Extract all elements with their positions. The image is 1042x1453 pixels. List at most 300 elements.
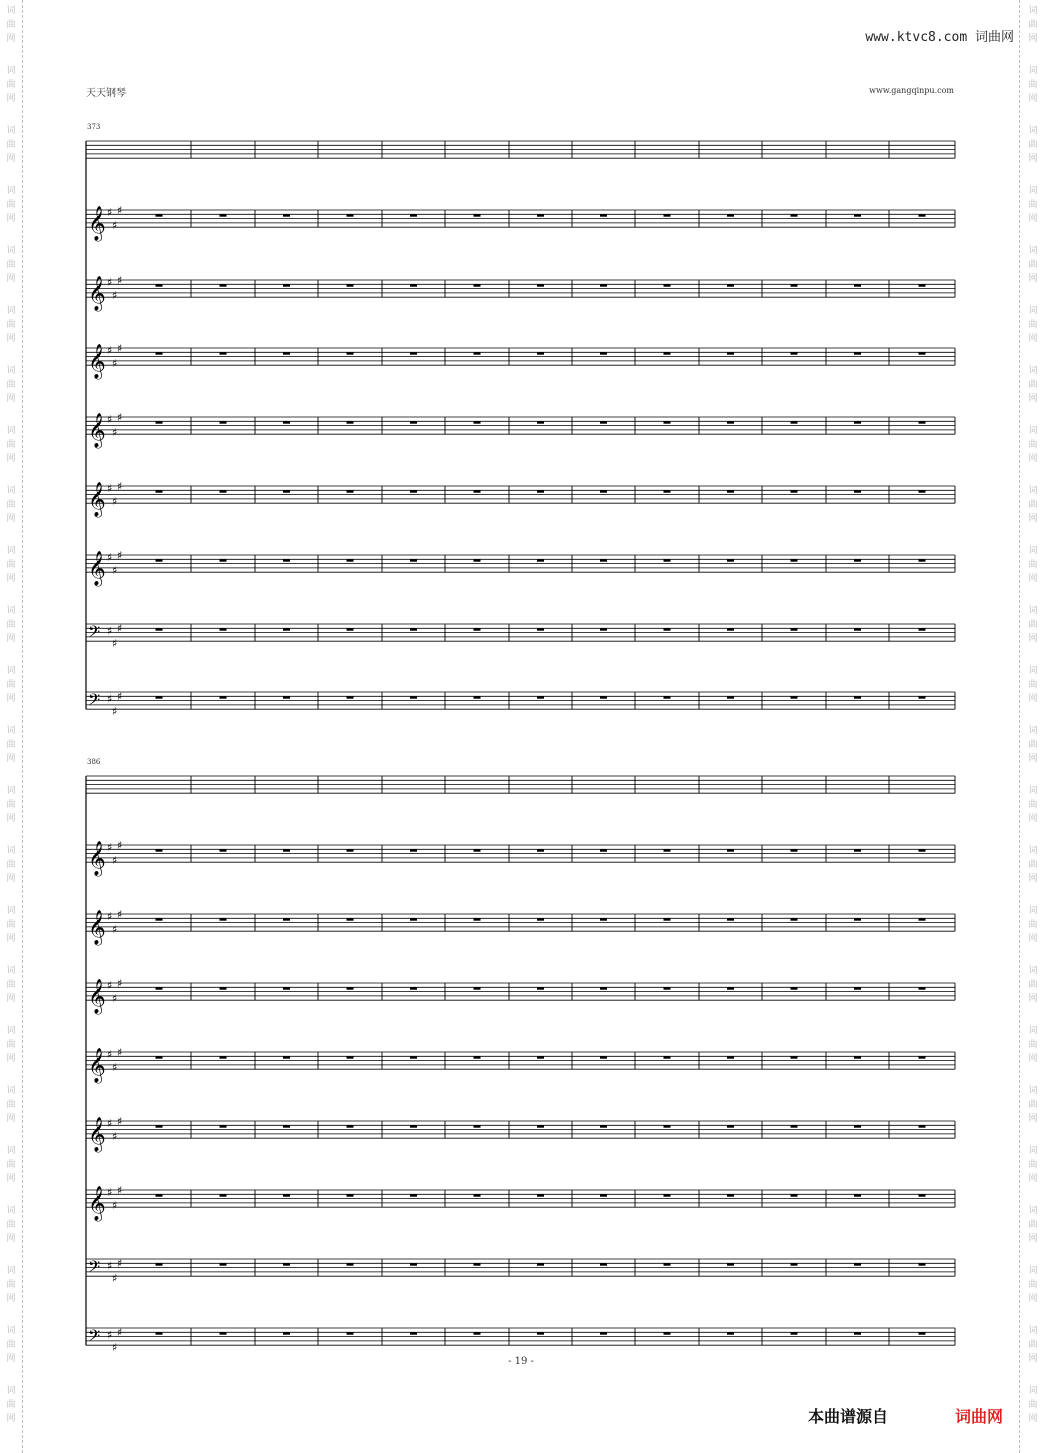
sharp-icon: ♯ [107,624,113,638]
bass-clef-icon: 𝄢 [88,1258,101,1281]
sharp-icon: ♯ [112,563,118,577]
whole-rest-icon [600,849,607,851]
whole-rest-icon [727,696,734,698]
whole-rest-icon [791,284,798,286]
whole-rest-icon [410,214,417,216]
whole-rest-icon [919,1332,926,1334]
watermark-text: 词 曲 网 [1028,366,1038,404]
whole-rest-icon [791,214,798,216]
sharp-icon: ♯ [112,705,118,719]
whole-rest-icon [156,918,163,920]
whole-rest-icon [220,918,227,920]
watermark-text: 词 曲 网 [1028,246,1038,284]
whole-rest-icon [156,849,163,851]
sharp-icon: ♯ [117,410,123,424]
watermark-text: 词 曲 网 [6,906,16,944]
watermark-text: 词 曲 网 [1028,306,1038,344]
whole-rest-icon [600,1056,607,1058]
whole-rest-icon [919,352,926,354]
whole-rest-icon [727,421,734,423]
whole-rest-icon [791,1056,798,1058]
whole-rest-icon [727,490,734,492]
whole-rest-icon [347,696,354,698]
whole-rest-icon [919,628,926,630]
watermark-text: 词 曲 网 [6,1086,16,1124]
watermark-text: 词 曲 网 [6,1326,16,1364]
treble-clef-icon: 𝄞 [88,482,106,518]
whole-rest-icon [220,284,227,286]
whole-rest-icon [156,1263,163,1265]
whole-rest-icon [727,284,734,286]
whole-rest-icon [854,421,861,423]
whole-rest-icon [919,696,926,698]
whole-rest-icon [600,1332,607,1334]
treble-clef-icon: 𝄞 [88,551,106,587]
whole-rest-icon [537,918,544,920]
whole-rest-icon [664,1125,671,1127]
whole-rest-icon [474,284,481,286]
sharp-icon: ♯ [117,479,123,493]
whole-rest-icon [474,1332,481,1334]
whole-rest-icon [727,849,734,851]
watermark-text: 词 曲 网 [1028,1266,1038,1304]
watermark-text: 词 曲 网 [1028,1386,1038,1424]
whole-rest-icon [854,1056,861,1058]
whole-rest-icon [919,490,926,492]
sharp-icon: ♯ [117,976,123,990]
whole-rest-icon [474,696,481,698]
watermark-text: 词 曲 网 [6,966,16,1004]
whole-rest-icon [474,559,481,561]
whole-rest-icon [410,352,417,354]
whole-rest-icon [919,284,926,286]
whole-rest-icon [791,559,798,561]
sharp-icon: ♯ [107,1117,113,1130]
whole-rest-icon [854,849,861,851]
whole-rest-icon [283,421,290,423]
watermark-text: 词 曲 网 [6,546,16,584]
watermark-text: 词 曲 网 [6,666,16,704]
whole-rest-icon [727,352,734,354]
whole-rest-icon [727,628,734,630]
whole-rest-icon [727,1263,734,1265]
whole-rest-icon [854,918,861,920]
whole-rest-icon [410,559,417,561]
whole-rest-icon [600,1194,607,1196]
watermark-text: 词 曲 网 [6,126,16,164]
whole-rest-icon [474,352,481,354]
sharp-icon: ♯ [117,1326,123,1340]
watermark-text: 词 曲 网 [6,6,16,44]
sharp-icon: ♯ [107,551,113,564]
treble-clef-icon: 𝄞 [88,413,106,449]
whole-rest-icon [664,918,671,920]
whole-rest-icon [156,1332,163,1334]
whole-rest-icon [156,1125,163,1127]
sharp-icon: ♯ [107,841,113,854]
whole-rest-icon [156,490,163,492]
treble-clef-icon: 𝄞 [88,979,106,1015]
whole-rest-icon [474,214,481,216]
whole-rest-icon [347,421,354,423]
whole-rest-icon [537,1056,544,1058]
watermark-text: 词 曲 网 [6,66,16,104]
site-name[interactable]: 词曲网 [974,30,1014,45]
watermark-text: 词 曲 网 [1028,966,1038,1004]
sharp-icon: ♯ [107,979,113,992]
watermark-text: 词 曲 网 [6,366,16,404]
whole-rest-icon [727,1125,734,1127]
whole-rest-icon [283,1125,290,1127]
whole-rest-icon [791,1194,798,1196]
watermark-text: 词 曲 网 [1028,726,1038,764]
whole-rest-icon [537,559,544,561]
whole-rest-icon [600,490,607,492]
whole-rest-icon [664,1263,671,1265]
sharp-icon: ♯ [117,548,123,562]
whole-rest-icon [791,628,798,630]
whole-rest-icon [919,1263,926,1265]
whole-rest-icon [220,849,227,851]
measure-number-system-2: 386 [87,758,101,766]
whole-rest-icon [347,284,354,286]
page-number: - 19 - [508,1356,534,1367]
whole-rest-icon [727,1332,734,1334]
sharp-icon: ♯ [112,288,118,302]
watermark-text: 词 曲 网 [1028,1206,1038,1244]
whole-rest-icon [410,284,417,286]
whole-rest-icon [347,628,354,630]
sharp-icon: ♯ [112,1198,118,1212]
whole-rest-icon [537,352,544,354]
whole-rest-icon [220,628,227,630]
whole-rest-icon [220,1125,227,1127]
treble-clef-icon: 𝄞 [88,1186,106,1222]
whole-rest-icon [600,421,607,423]
treble-clef-icon: 𝄞 [88,1048,106,1084]
whole-rest-icon [347,352,354,354]
watermark-text: 词 曲 网 [1028,1086,1038,1124]
whole-rest-icon [474,421,481,423]
whole-rest-icon [791,849,798,851]
sharp-icon: ♯ [112,1341,118,1355]
sharp-icon: ♯ [112,425,118,439]
whole-rest-icon [791,1263,798,1265]
whole-rest-icon [410,1056,417,1058]
whole-rest-icon [664,849,671,851]
whole-rest-icon [474,918,481,920]
whole-rest-icon [474,1194,481,1196]
whole-rest-icon [791,1125,798,1127]
watermark-text: 词 曲 网 [1028,906,1038,944]
watermark-text: 词 曲 网 [6,426,16,464]
whole-rest-icon [919,421,926,423]
bass-clef-icon: 𝄢 [88,1327,101,1350]
watermark-text: 词 曲 网 [6,606,16,644]
whole-rest-icon [854,1332,861,1334]
whole-rest-icon [791,918,798,920]
whole-rest-icon [600,696,607,698]
whole-rest-icon [727,1194,734,1196]
whole-rest-icon [600,628,607,630]
whole-rest-icon [156,352,163,354]
whole-rest-icon [854,696,861,698]
watermark-text: 词 曲 网 [1028,1326,1038,1364]
watermark-text: 词 曲 网 [1028,6,1038,44]
whole-rest-icon [791,696,798,698]
sharp-icon: ♯ [117,838,123,852]
whole-rest-icon [220,559,227,561]
whole-rest-icon [220,421,227,423]
whole-rest-icon [283,559,290,561]
sharp-icon: ♯ [112,494,118,508]
whole-rest-icon [283,352,290,354]
whole-rest-icon [156,696,163,698]
whole-rest-icon [283,214,290,216]
whole-rest-icon [600,214,607,216]
watermark-text: 词 曲 网 [6,306,16,344]
whole-rest-icon [664,1332,671,1334]
sharp-icon: ♯ [112,356,118,370]
treble-clef-icon: 𝄞 [88,206,106,242]
whole-rest-icon [791,987,798,989]
whole-rest-icon [727,214,734,216]
whole-rest-icon [664,1056,671,1058]
whole-rest-icon [283,987,290,989]
sharp-icon: ♯ [107,344,113,357]
whole-rest-icon [283,1194,290,1196]
watermark-text: 词 曲 网 [1028,486,1038,524]
whole-rest-icon [791,352,798,354]
watermark-text: 词 曲 网 [1028,186,1038,224]
sharp-icon: ♯ [112,1060,118,1074]
sharp-icon: ♯ [107,276,113,289]
whole-rest-icon [474,490,481,492]
whole-rest-icon [919,987,926,989]
watermark-text: 词 曲 网 [1028,126,1038,164]
footer-source-site[interactable]: 词曲网 [955,1407,1004,1426]
watermark-text: 词 曲 网 [6,786,16,824]
whole-rest-icon [474,987,481,989]
watermark-text: 词 曲 网 [6,846,16,884]
whole-rest-icon [854,1194,861,1196]
whole-rest-icon [727,559,734,561]
whole-rest-icon [919,1125,926,1127]
whole-rest-icon [156,559,163,561]
sharp-icon: ♯ [107,1328,113,1342]
whole-rest-icon [283,696,290,698]
watermark-text: 词 曲 网 [1028,666,1038,704]
watermark-text: 词 曲 网 [6,186,16,224]
whole-rest-icon [600,559,607,561]
whole-rest-icon [156,1056,163,1058]
whole-rest-icon [220,490,227,492]
whole-rest-icon [156,214,163,216]
sharp-icon: ♯ [107,1259,113,1273]
whole-rest-icon [410,1125,417,1127]
whole-rest-icon [537,628,544,630]
watermark-text: 词 曲 网 [1028,1146,1038,1184]
whole-rest-icon [664,987,671,989]
sharp-icon: ♯ [112,1272,118,1286]
whole-rest-icon [727,918,734,920]
sharp-icon: ♯ [117,907,123,921]
whole-rest-icon [410,421,417,423]
watermark-text: 词 曲 网 [1028,606,1038,644]
treble-clef-icon: 𝄞 [88,841,106,877]
whole-rest-icon [283,1056,290,1058]
whole-rest-icon [664,628,671,630]
treble-clef-icon: 𝄞 [88,344,106,380]
whole-rest-icon [919,214,926,216]
whole-rest-icon [854,559,861,561]
whole-rest-icon [410,918,417,920]
whole-rest-icon [854,284,861,286]
whole-rest-icon [283,1332,290,1334]
whole-rest-icon [919,559,926,561]
measure-number-system-1: 373 [87,123,101,131]
whole-rest-icon [600,918,607,920]
watermark-text: 词 曲 网 [1028,66,1038,104]
treble-clef-icon: 𝄞 [88,910,106,946]
sharp-icon: ♯ [117,690,123,704]
treble-clef-icon: 𝄞 [88,276,106,312]
whole-rest-icon [600,284,607,286]
watermark-text: 词 曲 网 [1028,546,1038,584]
whole-rest-icon [537,284,544,286]
whole-rest-icon [347,1263,354,1265]
whole-rest-icon [664,1194,671,1196]
sharp-icon: ♯ [112,991,118,1005]
whole-rest-icon [664,214,671,216]
whole-rest-icon [347,987,354,989]
whole-rest-icon [410,1194,417,1196]
whole-rest-icon [664,352,671,354]
whole-rest-icon [727,987,734,989]
site-url[interactable]: www.ktvc8.com [865,30,968,45]
whole-rest-icon [347,1194,354,1196]
sharp-icon: ♯ [117,1114,123,1128]
whole-rest-icon [283,490,290,492]
whole-rest-icon [220,352,227,354]
whole-rest-icon [791,1332,798,1334]
watermark-text: 词 曲 网 [6,1266,16,1304]
whole-rest-icon [347,559,354,561]
sharp-icon: ♯ [107,206,113,219]
whole-rest-icon [347,1125,354,1127]
sharp-icon: ♯ [107,910,113,923]
whole-rest-icon [600,987,607,989]
sharp-icon: ♯ [117,341,123,355]
whole-rest-icon [854,628,861,630]
watermark-text: 词 曲 网 [6,486,16,524]
whole-rest-icon [220,987,227,989]
whole-rest-icon [537,421,544,423]
whole-rest-icon [600,352,607,354]
watermark-text: 词 曲 网 [6,726,16,764]
whole-rest-icon [410,490,417,492]
whole-rest-icon [347,849,354,851]
watermark-text: 词 曲 网 [1028,426,1038,464]
whole-rest-icon [664,696,671,698]
watermark-text: 词 曲 网 [6,1206,16,1244]
whole-rest-icon [537,214,544,216]
sharp-icon: ♯ [107,692,113,706]
sharp-icon: ♯ [117,1045,123,1059]
watermark-text: 词 曲 网 [6,246,16,284]
sharp-icon: ♯ [112,637,118,651]
whole-rest-icon [474,1125,481,1127]
sharp-icon: ♯ [107,413,113,426]
sharp-icon: ♯ [112,218,118,232]
sharp-icon: ♯ [112,853,118,867]
whole-rest-icon [283,1263,290,1265]
whole-rest-icon [283,628,290,630]
whole-rest-icon [854,214,861,216]
sharp-icon: ♯ [117,203,123,217]
whole-rest-icon [474,1056,481,1058]
whole-rest-icon [283,918,290,920]
whole-rest-icon [220,214,227,216]
whole-rest-icon [537,696,544,698]
bass-clef-icon: 𝄢 [88,623,101,646]
source-url: www.gangqinpu.com [869,86,954,95]
whole-rest-icon [664,559,671,561]
whole-rest-icon [156,987,163,989]
watermark-text: 词 曲 网 [1028,1026,1038,1064]
whole-rest-icon [919,849,926,851]
watermark-text: 词 曲 网 [6,1386,16,1424]
whole-rest-icon [854,987,861,989]
whole-rest-icon [854,1125,861,1127]
whole-rest-icon [664,421,671,423]
whole-rest-icon [156,1194,163,1196]
whole-rest-icon [410,696,417,698]
whole-rest-icon [220,1194,227,1196]
whole-rest-icon [410,987,417,989]
whole-rest-icon [537,1332,544,1334]
whole-rest-icon [220,696,227,698]
whole-rest-icon [283,849,290,851]
whole-rest-icon [220,1056,227,1058]
whole-rest-icon [156,284,163,286]
watermark-text: 词 曲 网 [1028,786,1038,824]
whole-rest-icon [537,1125,544,1127]
whole-rest-icon [220,1332,227,1334]
whole-rest-icon [410,1332,417,1334]
whole-rest-icon [854,352,861,354]
whole-rest-icon [474,849,481,851]
sharp-icon: ♯ [117,273,123,287]
whole-rest-icon [791,421,798,423]
whole-rest-icon [600,1125,607,1127]
watermark-text: 词 曲 网 [6,1026,16,1064]
whole-rest-icon [664,284,671,286]
whole-rest-icon [854,1263,861,1265]
sharp-icon: ♯ [117,1183,123,1197]
whole-rest-icon [410,1263,417,1265]
whole-rest-icon [283,284,290,286]
bass-clef-icon: 𝄢 [88,691,101,714]
whole-rest-icon [537,490,544,492]
watermark-text: 词 曲 网 [6,1146,16,1184]
whole-rest-icon [727,1056,734,1058]
whole-rest-icon [156,628,163,630]
whole-rest-icon [600,1263,607,1265]
whole-rest-icon [919,1194,926,1196]
watermark-text: 词 曲 网 [1028,846,1038,884]
whole-rest-icon [347,1332,354,1334]
